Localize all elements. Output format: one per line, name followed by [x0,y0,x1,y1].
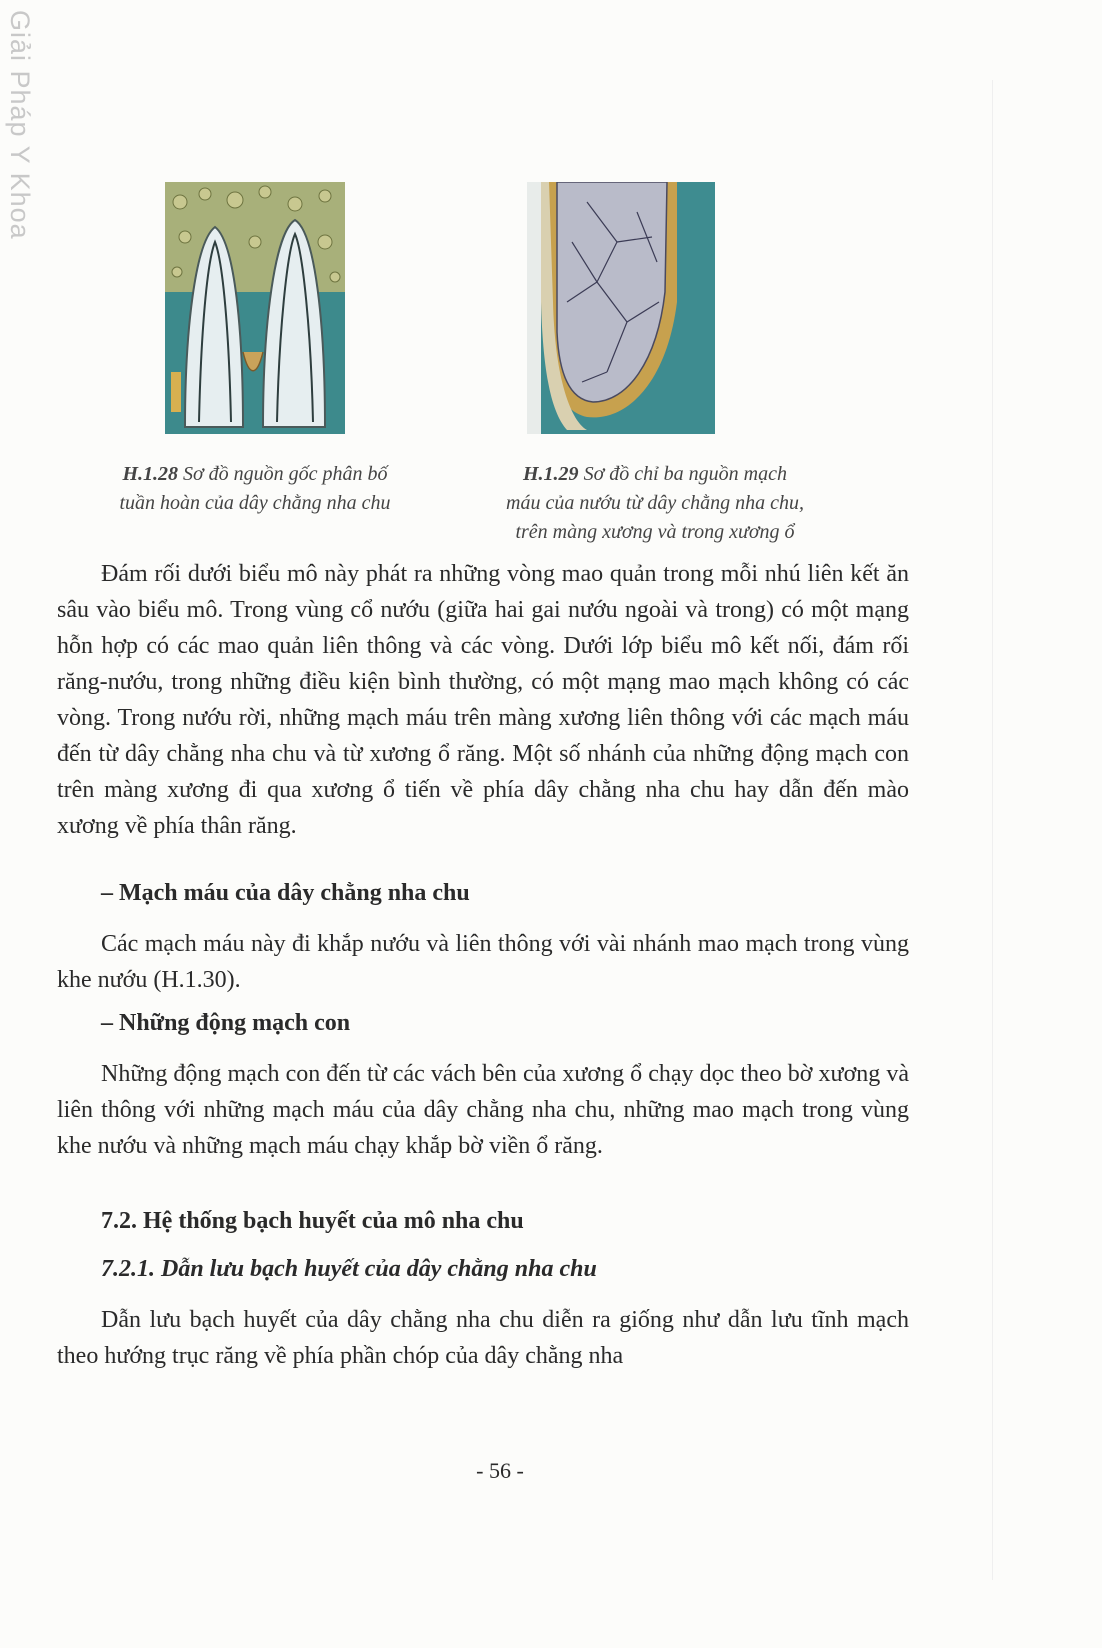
heading-arterioles: – Những động mạch con [101,1010,351,1036]
caption-line: máu của nướu từ dây chằng nha chu, [506,492,804,514]
paragraph-2 [57,926,909,998]
paragraph-4 [57,1302,909,1374]
figure-h128-image [165,182,345,434]
paragraph-text: Những động mạch con đến từ các vách bên của xương ổ chạy dọc theo bờ xương và liên thông với những mạch máu của dây chằng nha chu, những mao mạch trong vùng khe nướu và những mạch máu chạy khắp bờ viền ổ răng. [57,1061,909,1159]
page-edge-line [992,80,993,1580]
paragraph-1 [57,556,909,844]
paragraph-text: Các mạch máu này đi khắp nướu và liên thông với vài nhánh mao mạch trong vùng khe nướu (H.1.30). [57,931,909,993]
caption-line: Sơ đồ chỉ ba nguồn mạch [583,463,787,485]
figure-label: H.1.29 [523,463,579,485]
paragraph-text: Dẫn lưu bạch huyết của dây chằng nha chu diễn ra giống như dẫn lưu tĩnh mạch theo hướng trục răng về phía phần chóp của dây chằng nha [57,1307,909,1369]
figure-h129-image [527,182,715,434]
caption-line: tuần hoàn của dây chằng nha chu [119,492,391,514]
paragraph-text: Đám rối dưới biểu mô này phát ra những vòng mao quản trong mỗi nhú liên kết ăn sâu vào biểu mô. Trong vùng cổ nướu (giữa hai gai nướu ngoài và trong) có một mạng hỗn hợp có các mao quản liên thông và các vòng. Dưới lớp biểu mô kết nối, đám rối răng-nướu, trong những điều kiện bình thường, có một mạng mao mạch không có các vòng. Trong nướu rời, những mạch máu trên màng xương liên thông với các mạch máu đến từ dây chằng nha chu và từ xương ổ răng. Một số nhánh của những động mạch con trên màng xương đi qua xương ổ tiến về phía dây chằng nha chu hay dẫn đến mào xương về phía thân răng. [57,561,909,839]
heading-periodontal-vessels: – Mạch máu của dây chằng nha chu [101,880,470,906]
caption-line: Sơ đồ nguồn gốc phân bố [183,463,388,485]
watermark: Giải Pháp Y Khoa [5,10,35,240]
page-number: - 56 - [476,1458,524,1483]
heading-section-7-2-1: 7.2.1. Dẫn lưu bạch huyết của dây chằng nha chu [101,1256,597,1282]
figure-label: H.1.28 [122,463,178,485]
figure-h128-caption [100,460,410,518]
heading-section-7-2: 7.2. Hệ thống bạch huyết của mô nha chu [101,1208,524,1234]
caption-line: trên màng xương và trong xương ổ [515,521,795,543]
paragraph-3 [57,1056,909,1164]
figure-h129-caption [470,460,840,547]
